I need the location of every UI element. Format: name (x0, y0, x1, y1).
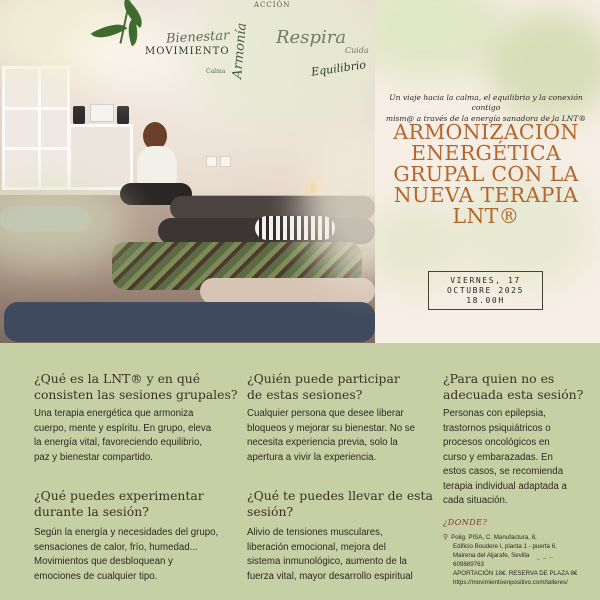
participant-4 (4, 302, 375, 342)
answer-what-to-take: Alivio de tensiones musculares, liberación emocional, mejora del sistema inmunológico, aumento de la fuerza vital, mayor desarrollo espiritual (247, 527, 413, 582)
word-accion: ACCIÓN (254, 1, 291, 9)
website-link[interactable]: https://movimientoenpositivo.com/talleres/ (453, 579, 568, 587)
event-subtitle: Un viaje hacia la calma, el equilibrio y la conexión contigo mism@ a través de la energía sanadora de la LNT® (385, 93, 587, 123)
question-what-to-take: ¿Qué te puedes llevar de esta sesión? (247, 488, 433, 520)
word-armonia: Armonía (230, 22, 250, 80)
question-not-suitable: ¿Para quien no es adecuada esta sesión? (443, 371, 584, 403)
word-respira: Respira (276, 27, 347, 48)
answer-what-to-experience: Según la energía y necesidades del grupo, sensaciones de calor, frío, humedad... Movimientos que desbloquean y emociones de cualquier tipo. (34, 527, 219, 582)
answer-not-suitable: Personas con epilepsia, trastornos psiquiátricos o procesos oncológicos en curso y embarazadas. En estos casos, se recomienda terapia individual adaptada a cada situación. (443, 408, 567, 507)
word-bienestar: Bienestar (165, 28, 230, 47)
question-who-can-join: ¿Quién puede participar de estas sesiones? (247, 371, 400, 403)
brand-stamp-logo: ~ ~ ~ (535, 554, 554, 564)
answer-what-is-lnt: Una terapia energética que armoniza cuerpo, mente y espíritu. En grupo, eleva la energía vital, favoreciendo equilibrio, paz y bienestar compartido. (34, 408, 212, 463)
location-heading: ¿DONDE? (443, 518, 488, 527)
word-movimiento: MOVIMIENTO (145, 46, 230, 57)
answer-who-can-join: Cualquier persona que desee liberar bloqueos y mejorar su bienestar. No se necesita experiencia previa, solo la apertura a vivir la experiencia. (247, 408, 416, 463)
location-pin-icon: ⚲ (443, 534, 449, 541)
word-calma: Calma (206, 68, 226, 75)
location-details: ⚲ Polig. PISA, C. Manufactura, 8, Edificio Boudere I, planta 1 - puerta 6, Mairena del Aljarafe, Sevilla 609889763 APORTACIÓN 18€. RESERVA DE PLAZA 8€ https://movimientoenpositivo.com/talleres/ (443, 533, 599, 588)
price-info: APORTACIÓN 18€. RESERVA DE PLAZA 8€ (453, 570, 578, 578)
word-equilibrio: Equilibrio (310, 58, 367, 79)
question-what-to-experience: ¿Qué puedes experimentar durante la sesión? (34, 488, 204, 520)
question-what-is-lnt: ¿Qué es la LNT® y en qué consisten las sesiones grupales? (34, 371, 238, 403)
side-shelf (68, 124, 133, 190)
event-title: ARMONIZACIÓN ENERGÉTICA GRUPAL CON LA NUEVA TERAPIA LNT® (393, 120, 579, 228)
word-cuida: Cuida (345, 46, 369, 55)
phone-number[interactable]: 609889763 (453, 561, 484, 569)
info-section (0, 343, 600, 600)
event-date-box: VIERNES, 17 OCTUBRE 2025 18.00H (428, 271, 543, 310)
bookshelf (2, 66, 70, 190)
